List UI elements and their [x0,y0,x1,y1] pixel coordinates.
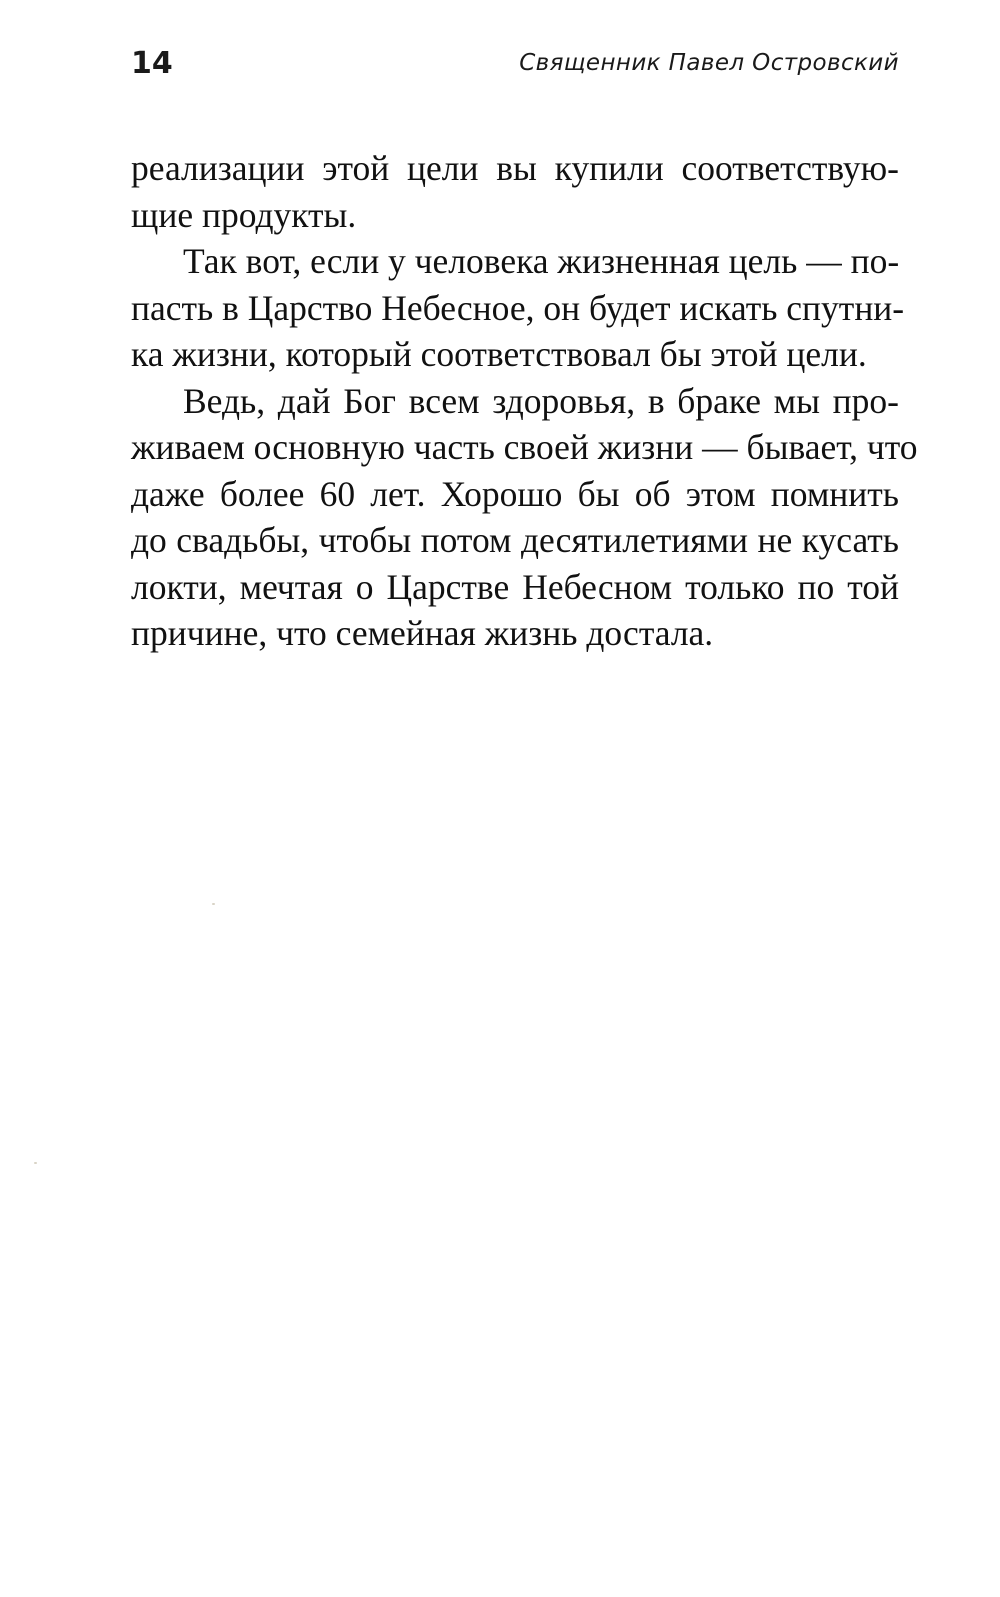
text-line: локти, мечтая о Царстве Небесном только по той [131,566,899,607]
text-line: ка жизни, который соответствовал бы этой цели. [131,334,867,374]
paper-speck [34,1162,37,1164]
text-line: реализации этой цели вы купили соответствую- [131,148,899,188]
running-head-author: Священник Павел Островский [519,50,899,76]
paragraph-3 [131,378,918,657]
paragraph-2 [131,238,905,378]
text-line: Так вот, если у человека жизненная цель — по- [183,241,900,281]
text-line: пасть в Царство Небесное, он будет искать спутни- [131,287,905,328]
text-line: щие продукты. [131,194,357,235]
page-number: 14 [131,46,173,81]
body-text [131,145,918,657]
text-line: живаем основную часть своей жизни — бывает, что [131,427,918,467]
paper-speck [212,903,215,905]
text-line: Ведь, дай Бог всем здоровья, в браке мы про- [183,380,899,421]
text-line: до свадьбы, чтобы потом десятилетиями не кусать [131,520,899,560]
text-line: даже более 60 лет. Хорошо бы об этом помнить [131,473,899,514]
text-line: причине, что семейная жизнь достала. [131,613,714,653]
paragraph-1 [131,145,899,238]
